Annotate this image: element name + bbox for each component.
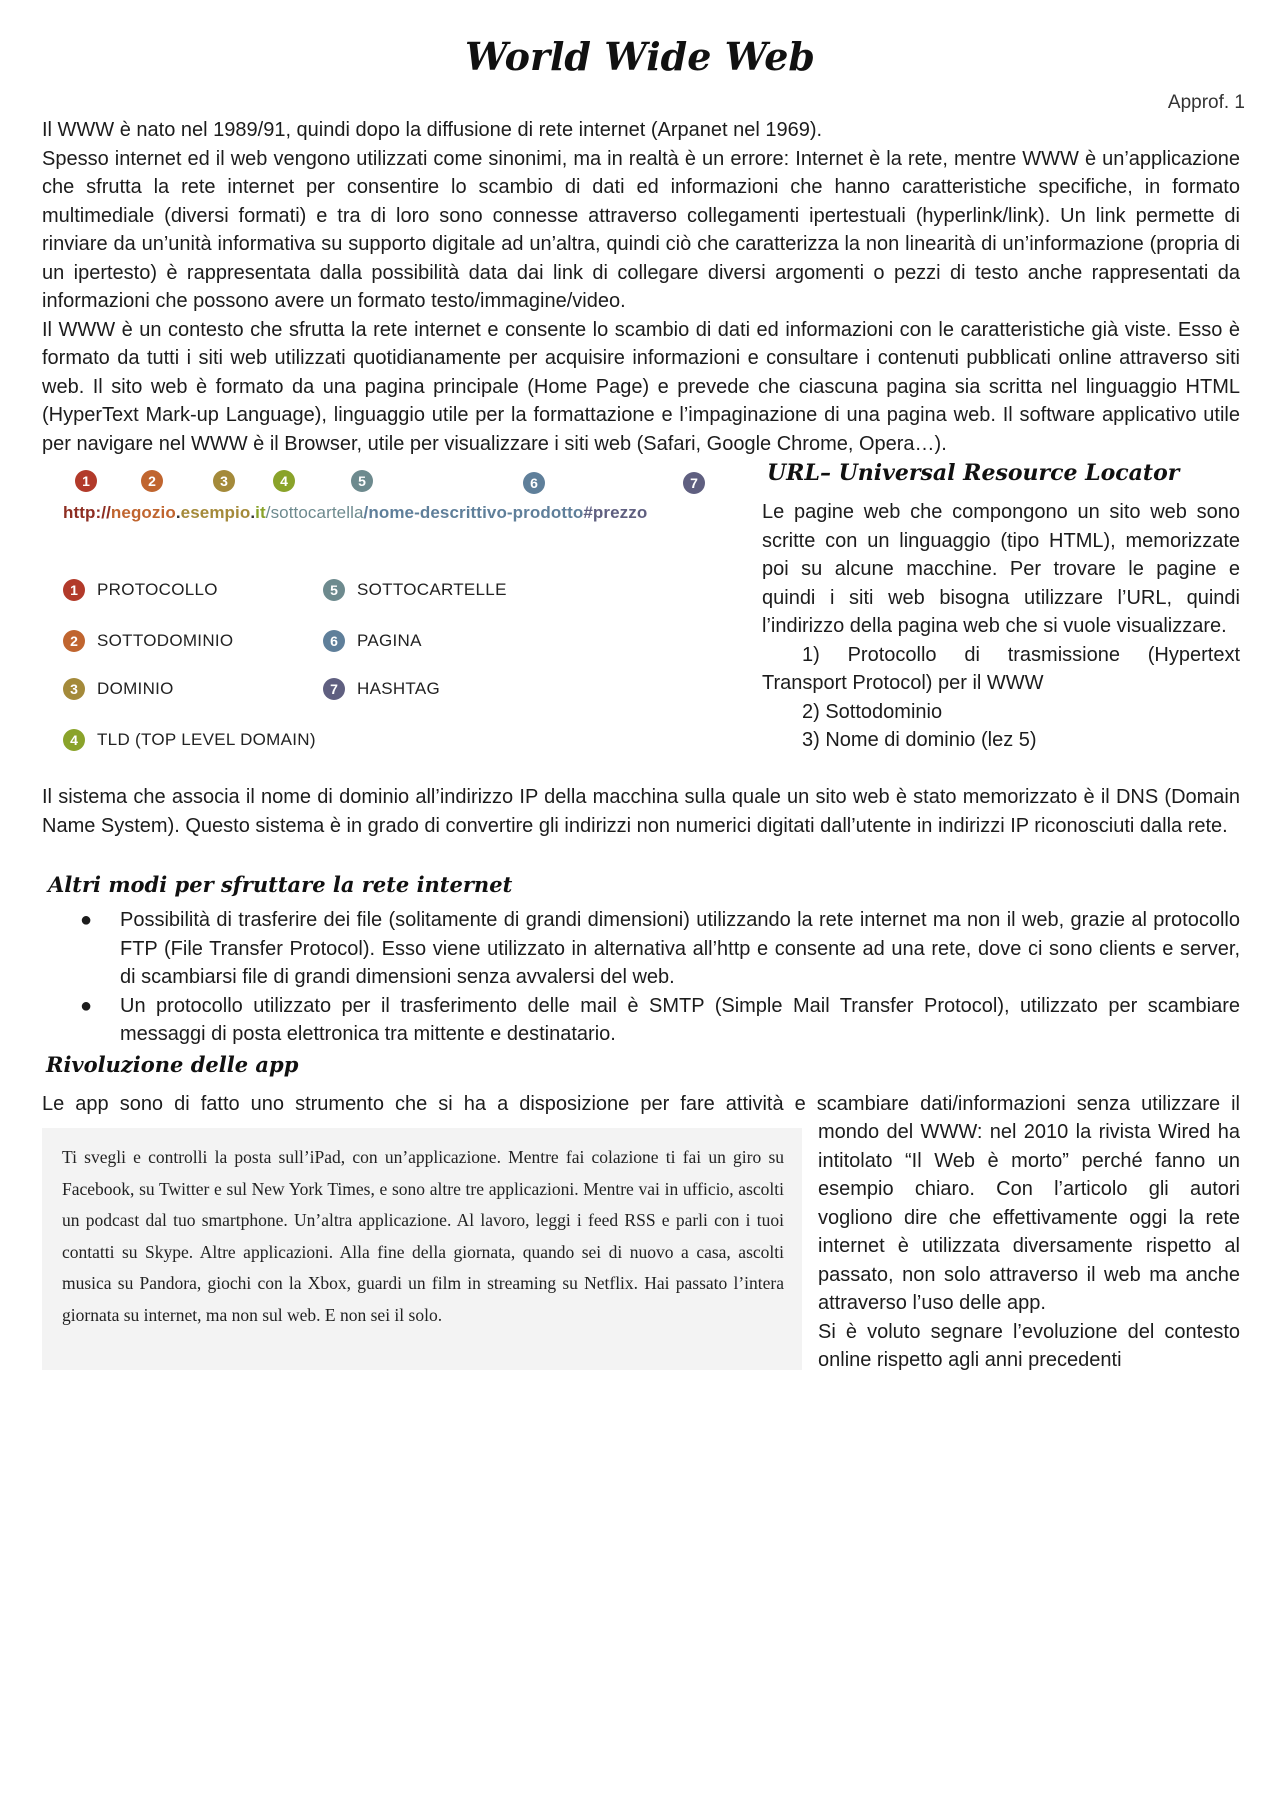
- legend-label: SOTTODOMINIO: [97, 631, 234, 650]
- number-badge-6: 6: [523, 472, 545, 494]
- legend-badge: 2: [63, 630, 85, 652]
- section-reference: Approf. 1: [1167, 92, 1245, 113]
- intro-paragraph: Spesso internet ed il web vengono utilizzati come sinonimi, ma in realtà è un errore: Internet è la rete, mentre WWW è un’applicazione che sfrutta la rete internet per consentire lo scambio di dati ed informazioni che hanno caratteristiche specifiche, in formato multimediale (diversi formati) e tra di loro sono connesse attraverso collegamenti ipertestuali (hyperlink/link). Un link permette di rinviare da un’unità informativa su supporto digitale ad un’altra, quindi ciò che caratterizza la non linearità di un’informazione (propria di un ipertesto) è rappresentata dalla possibilità data dai link di collegare diversi argomenti o pezzi di testo anche rappresentati da informazioni che possono avere un formato testo/immagine/video.: [42, 147, 1240, 312]
- legend-item: [63, 728, 316, 752]
- app-paragraph: mondo del WWW: nel 2010 la rivista Wired ha intitolato “Il Web è morto” perché fanno un esempio chiaro. Con l’articolo gli autori vogliono dire che effettivamente oggi la rete internet è utilizzata diversamente rispetto al passato, non solo attraverso il web ma anche attraverso l’uso delle app.: [818, 1121, 1240, 1314]
- legend-badge: 7: [323, 678, 345, 700]
- page-title: World Wide Web: [465, 34, 815, 79]
- dns-paragraph: Il sistema che associa il nome di dominio all’indirizzo IP della macchina sulla quale un sito web è stato memorizzato è il DNS (Domain Name System). Questo sistema è in grado di convertire gli indirizzi non numerici digitati dall’utente in indirizzi IP riconosciuti dalla rete.: [42, 786, 1240, 837]
- altri-modi-heading: Altri modi per sfruttare la rete internet: [48, 872, 513, 897]
- intro-paragraph: Il WWW è nato nel 1989/91, quindi dopo la diffusione di rete internet (Arpanet nel 1969).: [42, 119, 823, 141]
- url-list-item: 3) Nome di dominio (lez 5): [802, 729, 1037, 751]
- url-hash: #prezzo: [583, 503, 648, 522]
- legend-label: SOTTOCARTELLE: [357, 580, 507, 599]
- example-url: [63, 503, 647, 523]
- legend-badge: 1: [63, 579, 85, 601]
- wired-quote-box: [42, 1128, 802, 1370]
- number-badge-4: 4: [273, 470, 295, 492]
- app-heading: Rivoluzione delle app: [46, 1052, 299, 1077]
- legend-item: [323, 629, 422, 653]
- url-domain: esempio: [180, 503, 251, 522]
- bullet-text: Un protocollo utilizzato per il trasferimento delle mail è SMTP (Simple Mail Transfer Protocol), utilizzato per scambiare messaggi di posta elettronica tra mittente e destinatario.: [120, 994, 1240, 1045]
- legend-badge: 3: [63, 678, 85, 700]
- url-list-item: 1) Protocollo di trasmissione (Hypertext Transport Protocol) per il WWW: [762, 643, 1240, 694]
- number-badge-5: 5: [351, 470, 373, 492]
- legend-label: PROTOCOLLO: [97, 580, 218, 599]
- url-section: [762, 498, 1240, 755]
- legend-item: [63, 578, 218, 602]
- altri-modi-list: [42, 906, 1240, 1049]
- legend-item: [63, 677, 174, 701]
- legend-label: DOMINIO: [97, 679, 174, 698]
- bullet-dot: ●: [80, 909, 93, 931]
- url-dot: .: [175, 503, 181, 522]
- bullet-text: Possibilità di trasferire dei file (solitamente di grandi dimensioni) utilizzando la rete internet ma non il web, grazie al protocollo FTP (File Transfer Protocol). Esso viene utilizzato in alternativa all’http e consente ad una rete, dove ci sono clients e server, di scambiarsi file di grandi dimensioni senza avvalersi del web.: [120, 909, 1240, 988]
- url-protocol: http://: [63, 503, 111, 522]
- app-paragraph: Si è voluto segnare l’evoluzione del contesto online rispetto agli anni precedenti: [818, 1320, 1240, 1371]
- app-right-column: [818, 1118, 1240, 1375]
- url-dot: .: [250, 503, 256, 522]
- app-intro: [42, 1090, 1240, 1119]
- legend-item: [323, 677, 440, 701]
- legend-item: [323, 578, 507, 602]
- legend-item: [63, 629, 233, 653]
- intro-section: [42, 116, 1240, 458]
- number-badge-1: 1: [75, 470, 97, 492]
- legend-label: HASHTAG: [357, 679, 441, 698]
- wired-quote: Ti svegli e controlli la posta sull’iPad, con un’applicazione. Mentre fai colazione ti fai un giro su Facebook, su Twitter e sul New York Times, e sono altre tre applicazioni. Mentre vai in ufficio, ascolti un podcast dal tuo smartphone. Un’altra applicazione. Al lavoro, leggi i feed RSS e parli con i tuoi contatti su Skype. Altre applicazioni. Alla fine della giornata, quando sei di nuovo a casa, ascolti musica su Pandora, giochi con la Xbox, guardi un film in streaming su Netflix. Hai passato l’intera giornata su internet, ma non sul web. E non sei il solo.: [62, 1147, 784, 1325]
- legend-label: TLD (TOP LEVEL DOMAIN): [97, 730, 316, 749]
- url-tld: it: [255, 503, 266, 522]
- number-badge-3: 3: [213, 470, 235, 492]
- url-anatomy-diagram: [55, 462, 745, 762]
- number-badge-7: 7: [683, 472, 705, 494]
- number-badge-2: 2: [141, 470, 163, 492]
- url-folder: /sottocartella: [265, 503, 364, 522]
- dns-section: [42, 783, 1240, 840]
- url-paragraph: Le pagine web che compongono un sito web sono scritte con un linguaggio (tipo HTML), memorizzate poi su alcune macchine. Per trovare le pagine e quindi i siti web bisogna utilizzare l’URL, quindi l’indirizzo della pagina web che si vuole visualizzare.: [762, 501, 1240, 637]
- bullet-item: [42, 906, 1240, 992]
- app-first-line: Le app sono di fatto uno strumento che si ha a disposizione per fare attività e scambiare dati/informazioni senza utilizzare il: [42, 1093, 1240, 1115]
- url-list-item: 2) Sottodominio: [802, 700, 943, 723]
- bullet-dot: ●: [80, 994, 93, 1017]
- legend-label: PAGINA: [357, 631, 422, 650]
- url-section-heading: URL– Universal Resource Locator: [767, 460, 1180, 486]
- url-page: /nome-descrittivo-prodotto: [363, 503, 584, 522]
- url-subdomain: negozio: [110, 503, 176, 522]
- bullet-item: [42, 992, 1240, 1049]
- legend-badge: 5: [323, 579, 345, 601]
- intro-paragraph: Il WWW è un contesto che sfrutta la rete internet e consente lo scambio di dati ed informazioni con le caratteristiche già viste. Esso è formato da tutti i siti web utilizzati quotidianamente per acquisire informazioni e consultare i contenuti pubblicati online attraverso siti web. Il sito web è formato da una pagina principale (Home Page) e prevede che ciascuna pagina sia scritta nel linguaggio HTML (HyperText Mark-up Language), linguaggio utile per la formattazione e l’impaginazione di una pagina web. Il software applicativo utile per navigare nel WWW è il Browser, utile per visualizzare i siti web (Safari, Google Chrome, Opera…).: [42, 318, 1240, 455]
- legend-badge: 4: [63, 729, 85, 751]
- legend-badge: 6: [323, 630, 345, 652]
